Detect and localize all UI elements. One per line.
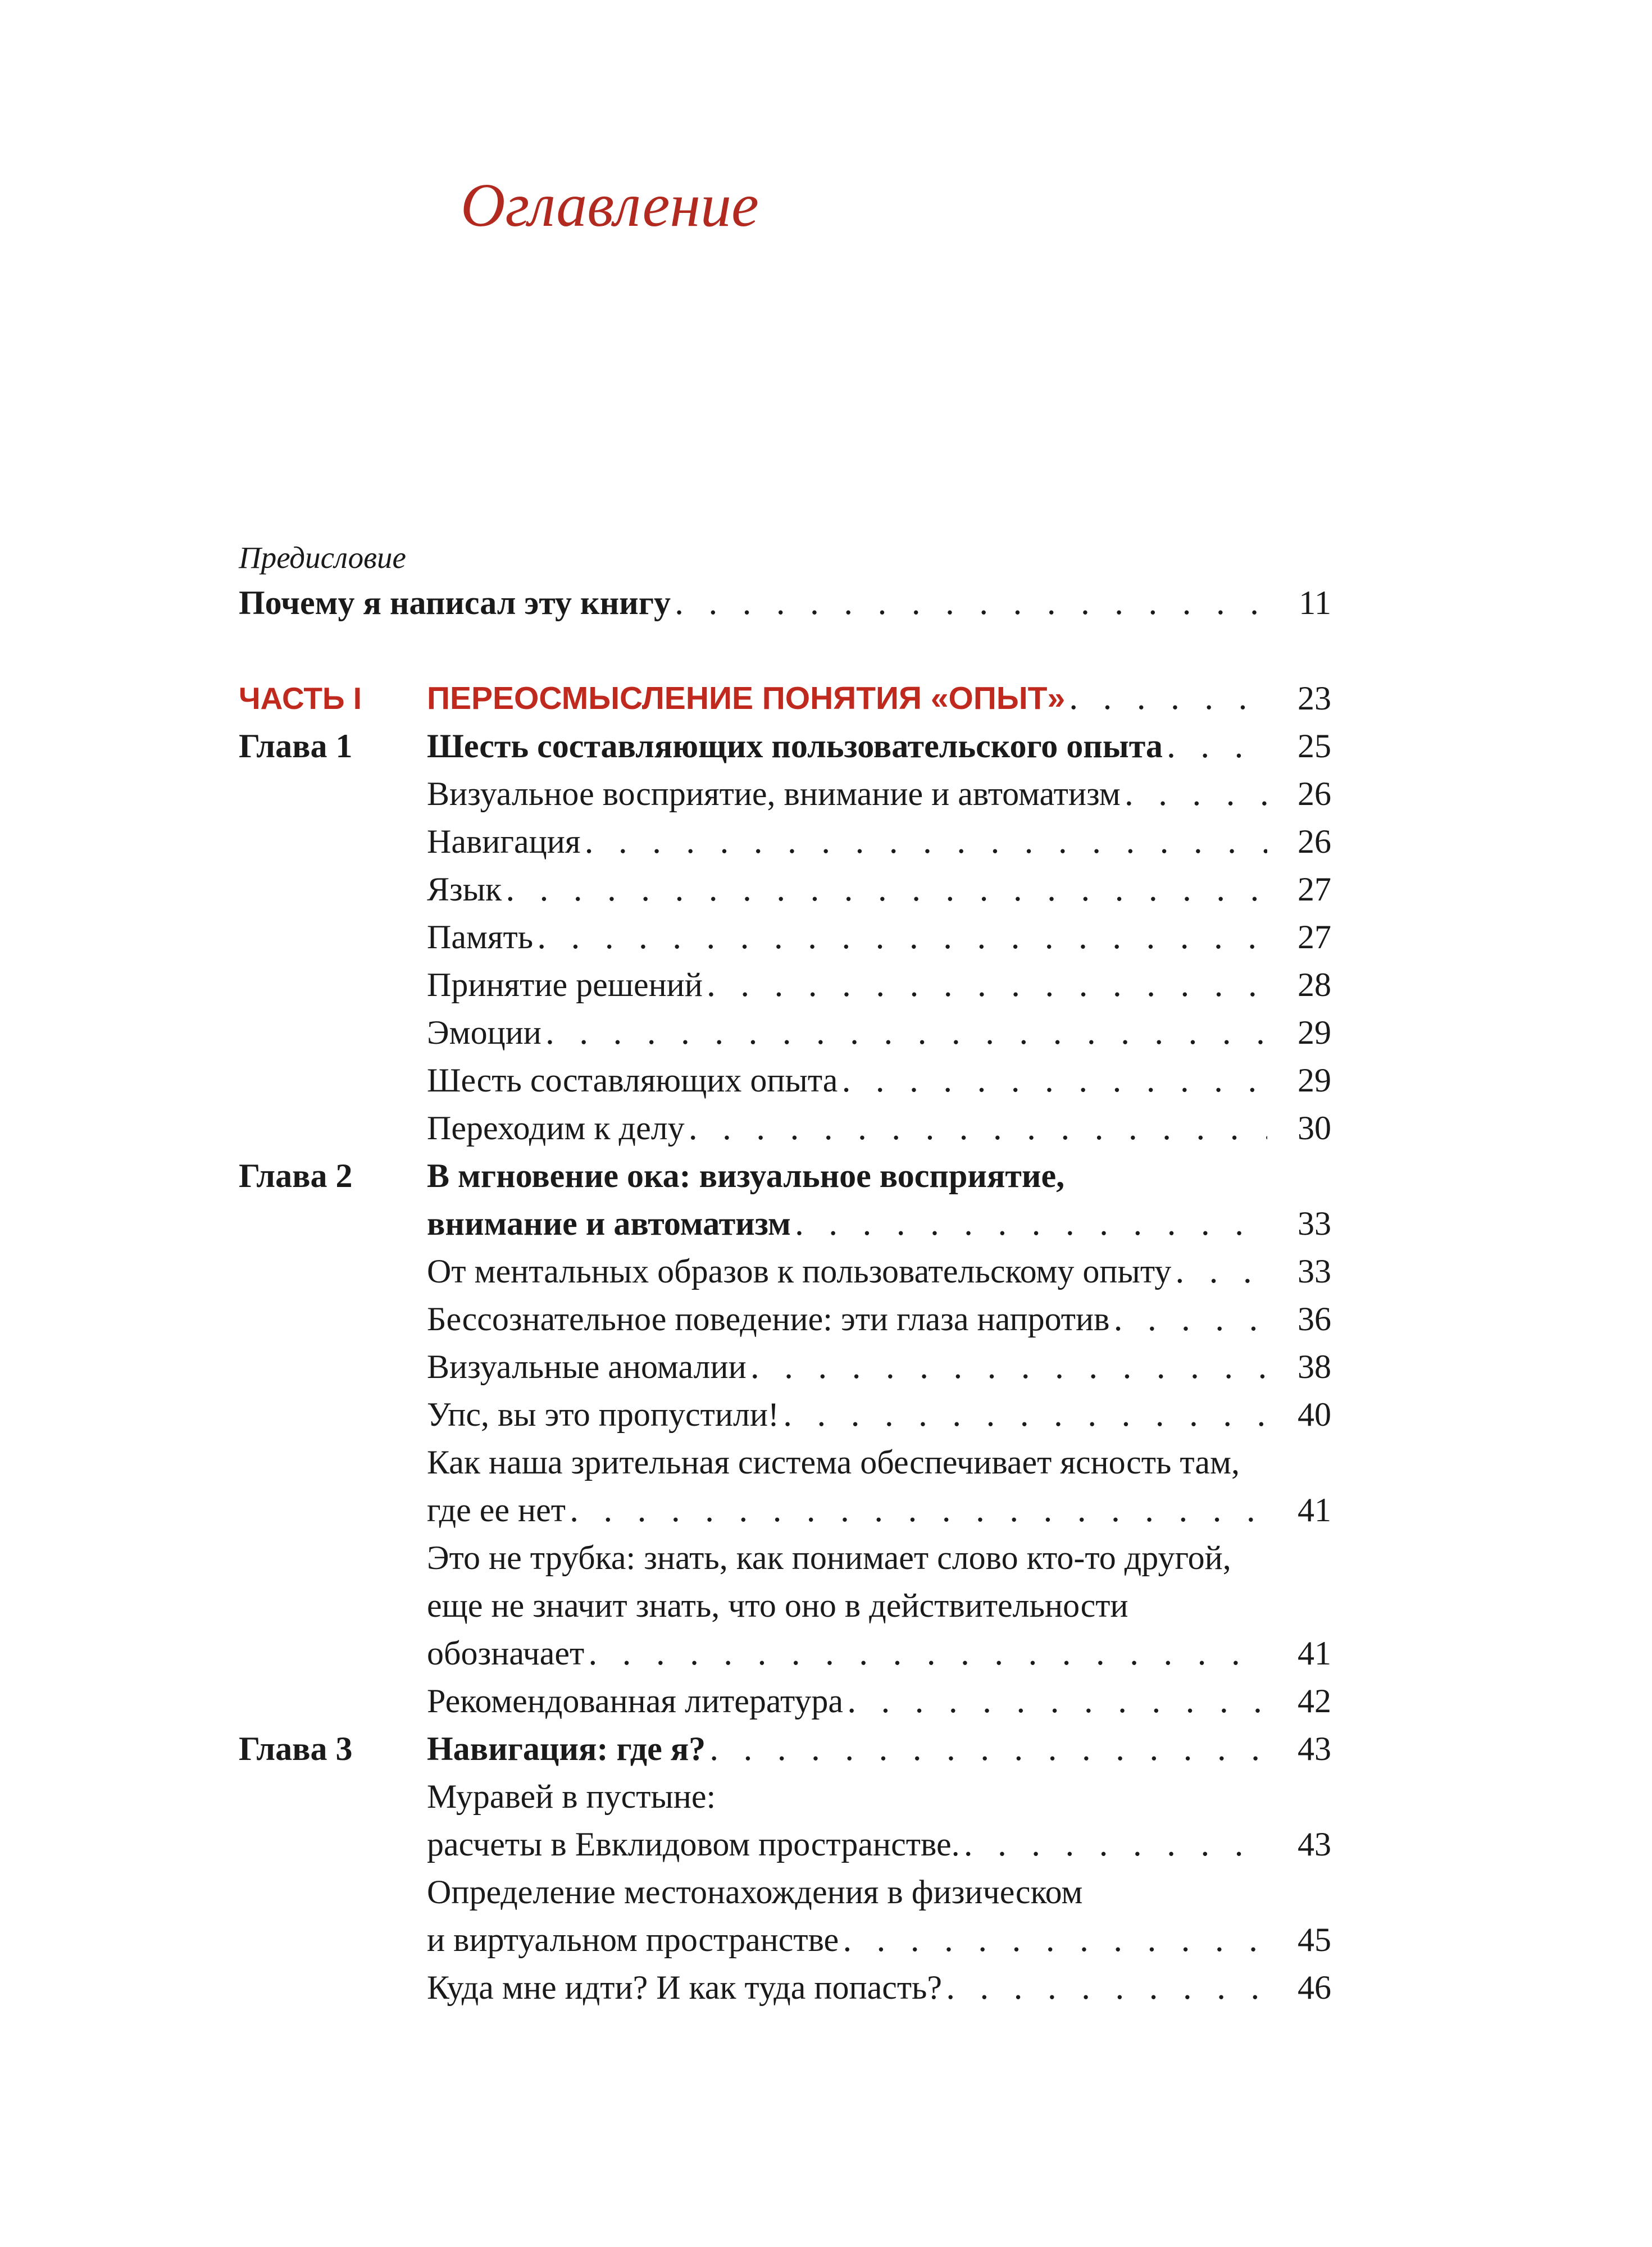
toc-entry-text: Определение местонахождения в физическом [427, 1873, 1083, 1911]
dot-leader [545, 1009, 1267, 1057]
page-number: 33 [1298, 1205, 1331, 1242]
chapter-label: Глава 2 [239, 1157, 353, 1194]
toc-entry-text: расчеты в Евклидовом пространстве. [427, 1826, 960, 1863]
toc-entry-text: Переходим к делу [427, 1109, 685, 1147]
dot-leader [1068, 674, 1267, 722]
toc-entry-text: Куда мне идти? И как туда попасть? [427, 1969, 943, 2006]
toc-entry[interactable] [0, 1963, 1652, 2012]
toc-entry[interactable] [0, 770, 1652, 818]
dot-leader [1166, 722, 1267, 771]
toc-entry-text: От ментальных образов к пользовательскому опыту [427, 1253, 1172, 1290]
dot-leader [674, 579, 1267, 627]
page-number: 41 [1298, 1635, 1331, 1672]
toc-entry[interactable] [0, 1677, 1652, 1725]
page-number: 30 [1298, 1109, 1331, 1147]
toc-entry[interactable] [0, 1486, 1652, 1534]
dot-leader [794, 1200, 1267, 1248]
toc-entry-preface[interactable] [0, 579, 1652, 627]
chapter-title: Навигация: где я? [427, 1730, 706, 1767]
toc-entry-line[interactable] [0, 1868, 1652, 1916]
part-title: ПЕРЕОСМЫСЛЕНИЕ ПОНЯТИЯ «ОПЫТ» [427, 680, 1066, 716]
page-number: 29 [1298, 1014, 1331, 1051]
page-number: 42 [1298, 1682, 1331, 1720]
toc-entry-text: Язык [427, 871, 502, 908]
toc-entry[interactable] [0, 1390, 1652, 1439]
dot-leader [709, 1725, 1267, 1773]
dot-leader [584, 818, 1267, 866]
dot-leader [782, 1391, 1267, 1439]
chapter-label: Глава 1 [239, 727, 353, 765]
page-number: 26 [1298, 775, 1331, 812]
toc-entry-part1[interactable] [0, 674, 1652, 722]
dot-leader [1113, 1295, 1267, 1344]
toc-entry-line[interactable] [0, 1581, 1652, 1630]
page-number: 25 [1298, 727, 1331, 765]
page-number: 29 [1298, 1062, 1331, 1099]
toc-entry-chapter3[interactable] [0, 1725, 1652, 1773]
toc-entry[interactable] [0, 865, 1652, 913]
page-number: 33 [1298, 1253, 1331, 1290]
page-number: 41 [1298, 1491, 1331, 1529]
toc-entry[interactable] [0, 1104, 1652, 1152]
chapter-title-line1: В мгновение ока: визуальное восприятие, [427, 1157, 1065, 1194]
toc-entry-text: Принятие решений [427, 966, 703, 1003]
dot-leader [588, 1630, 1267, 1678]
dot-leader [750, 1343, 1267, 1391]
toc-entry-text: Бессознательное поведение: эти глаза напротив [427, 1300, 1110, 1338]
toc-entry[interactable] [0, 1008, 1652, 1057]
toc-entry[interactable] [0, 817, 1652, 866]
page-number: 27 [1298, 871, 1331, 908]
toc-entry-text: Упс, вы это пропустили! [427, 1396, 779, 1433]
chapter-label: Глава 3 [239, 1730, 353, 1767]
toc-entry-text: Визуальное восприятие, внимание и автоматизм [427, 775, 1121, 812]
toc-entry-text: и виртуальном пространстве [427, 1921, 839, 1958]
toc-entry-chapter2-cont[interactable] [0, 1199, 1652, 1248]
toc-entry[interactable] [0, 1295, 1652, 1343]
toc-entry[interactable] [0, 1343, 1652, 1391]
chapter-title-line2: внимание и автоматизм [427, 1205, 791, 1242]
page-number: 43 [1298, 1730, 1331, 1767]
page-title: Оглавление [461, 171, 759, 239]
toc-entry[interactable] [0, 1056, 1652, 1104]
dot-leader [536, 913, 1267, 962]
toc-entry[interactable] [0, 961, 1652, 1009]
toc-entry[interactable] [0, 913, 1652, 961]
chapter-title: Шесть составляющих пользовательского опыта [427, 727, 1163, 765]
toc-entry-text: Визуальные аномалии [427, 1348, 747, 1385]
dot-leader [688, 1104, 1267, 1153]
dot-leader [963, 1821, 1267, 1869]
page-number: 26 [1298, 823, 1331, 860]
page-number: 38 [1298, 1348, 1331, 1385]
toc-entry-text: Память [427, 918, 534, 956]
toc-entry-text: обозначает [427, 1635, 585, 1672]
part-label: ЧАСТЬ I [239, 681, 362, 716]
dot-leader [841, 1057, 1267, 1105]
toc-entry-text: Как наша зрительная система обеспечивает ясность там, [427, 1444, 1240, 1481]
toc-entry[interactable] [0, 1629, 1652, 1677]
page-number: 40 [1298, 1396, 1331, 1433]
page-number: 23 [1298, 680, 1331, 717]
page-number: 46 [1298, 1969, 1331, 2006]
toc-entry-text: Шесть составляющих опыта [427, 1062, 838, 1099]
toc-entry-text: Навигация [427, 823, 581, 860]
dot-leader [1124, 770, 1267, 818]
toc-entry-line[interactable] [0, 1534, 1652, 1582]
toc-entry[interactable] [0, 1820, 1652, 1868]
dot-leader [569, 1486, 1267, 1535]
preface-label: Предисловие [239, 540, 406, 575]
page-number: 43 [1298, 1826, 1331, 1863]
toc-entry-text: еще не значит знать, что оно в действительности [427, 1587, 1128, 1624]
toc-entry-text: Это не трубка: знать, как понимает слово кто-то другой, [427, 1539, 1231, 1576]
dot-leader [1175, 1248, 1267, 1296]
toc-entry[interactable] [0, 1247, 1652, 1295]
toc-entry-line[interactable] [0, 1772, 1652, 1821]
dot-leader [842, 1916, 1267, 1964]
dot-leader [505, 866, 1267, 914]
dot-leader [945, 1964, 1267, 2012]
page-number: 27 [1298, 918, 1331, 956]
toc-entry-chapter2[interactable] [0, 1152, 1652, 1200]
preface-label-row [0, 534, 1652, 582]
toc-entry-chapter1[interactable] [0, 722, 1652, 770]
dot-leader [847, 1677, 1267, 1726]
page-number: 45 [1298, 1921, 1331, 1958]
page-number: 11 [1299, 584, 1331, 621]
page-number: 28 [1298, 966, 1331, 1003]
toc-entry-text: Муравей в пустыне: [427, 1778, 716, 1815]
toc-entry-text: Эмоции [427, 1014, 541, 1051]
toc-entry-text: Рекомендованная литература [427, 1682, 844, 1720]
page-number: 36 [1298, 1300, 1331, 1338]
toc-entry[interactable] [0, 1916, 1652, 1964]
dot-leader [706, 961, 1267, 1009]
toc-entry-line[interactable] [0, 1438, 1652, 1486]
toc-entry-text: где ее нет [427, 1491, 566, 1529]
toc-entry-text: Почему я написал эту книгу [239, 584, 671, 621]
